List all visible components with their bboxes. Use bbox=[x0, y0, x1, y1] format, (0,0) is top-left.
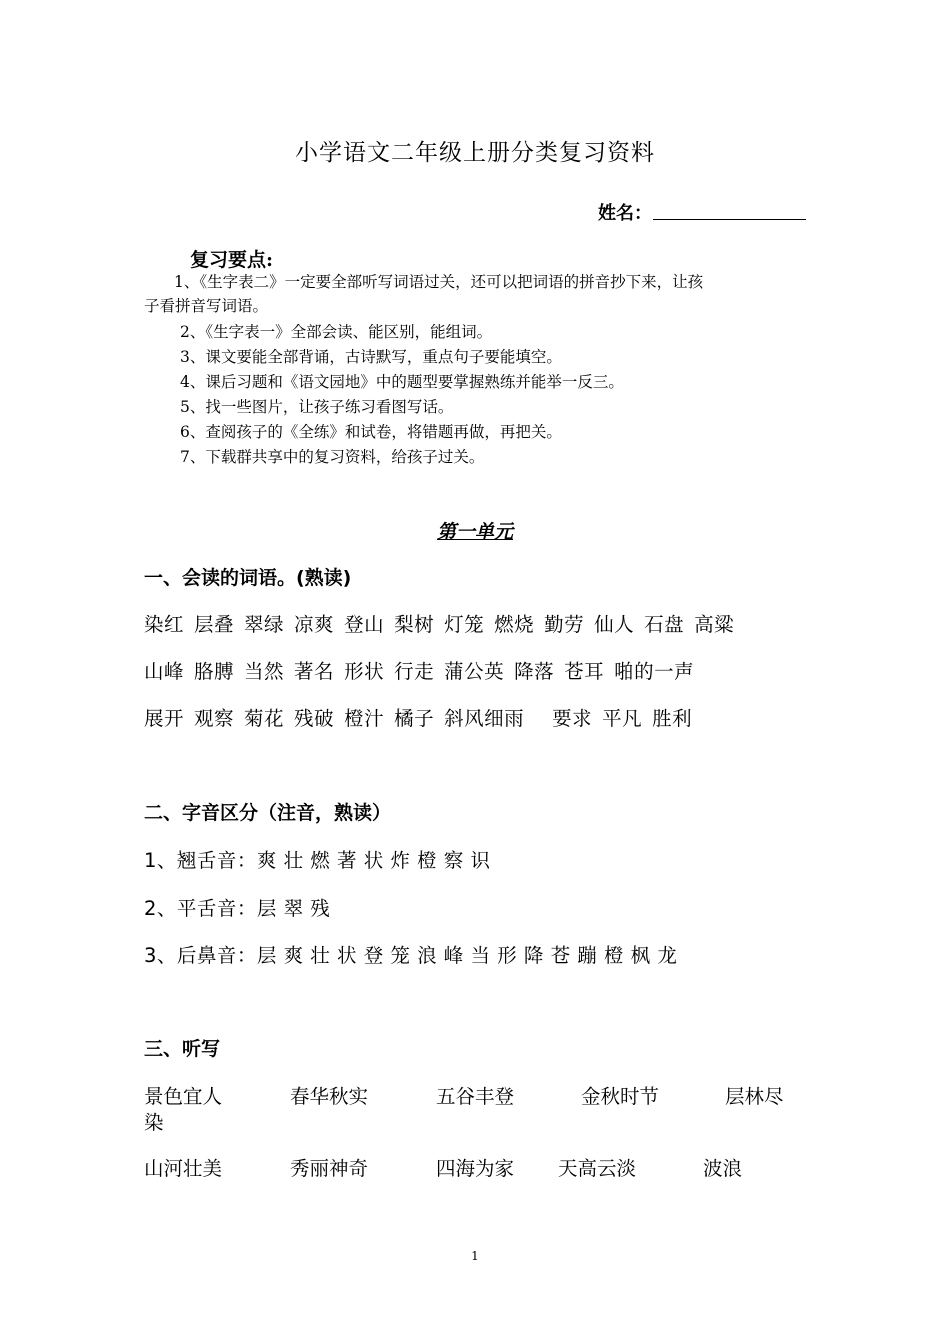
dictation-item: 景色宜人 bbox=[144, 1085, 223, 1108]
word-row bbox=[144, 609, 744, 637]
dictation-item: 金秋时节 bbox=[581, 1085, 660, 1108]
key-point-line: 1、《生字表二》一定要全部听写词语过关，还可以把词语的拼音抄下来，让孩 bbox=[174, 273, 704, 291]
name-blank-line bbox=[653, 219, 806, 220]
word-item: 凉爽 bbox=[294, 613, 335, 636]
key-point-line: 7、下载群共享中的复习资料，给孩子过关。 bbox=[180, 448, 485, 466]
key-point-line: 3、课文要能全部背诵，古诗默写，重点句子要能填空。 bbox=[180, 348, 562, 366]
phonics-line: 2、平舌音：层 翠 残 bbox=[144, 897, 331, 920]
word-item: 石盘 bbox=[644, 613, 685, 636]
word-item: 橘子 bbox=[394, 707, 435, 730]
phonics-line: 3、后鼻音：层 爽 壮 状 登 笼 浪 峰 当 形 降 苍 蹦 橙 枫 龙 bbox=[144, 944, 678, 967]
word-item: 当然 bbox=[244, 660, 285, 683]
word-item: 登山 bbox=[344, 613, 385, 636]
word-item: 山峰 bbox=[144, 660, 185, 683]
word-item: 残破 bbox=[294, 707, 335, 730]
word-item: 苍耳 bbox=[564, 660, 605, 683]
word-item: 平凡 bbox=[602, 707, 643, 730]
word-item: 啪的一声 bbox=[614, 660, 695, 683]
dictation-item: 层林尽 bbox=[725, 1085, 784, 1108]
key-point-line: 6、查阅孩子的《全练》和试卷，将错题再做，再把关。 bbox=[180, 423, 562, 441]
word-row bbox=[144, 703, 702, 731]
dictation-item: 四海为家 bbox=[436, 1157, 515, 1180]
unit-title: 第一单元 bbox=[436, 521, 513, 543]
word-item: 降落 bbox=[514, 660, 555, 683]
dictation-item: 山河壮美 bbox=[144, 1157, 223, 1180]
word-row bbox=[144, 656, 704, 684]
word-item: 高粱 bbox=[694, 613, 735, 636]
word-item: 展开 bbox=[144, 707, 185, 730]
word-item: 著名 bbox=[294, 660, 335, 683]
word-item: 行走 bbox=[394, 660, 435, 683]
key-points-heading: 复习要点: bbox=[190, 249, 274, 271]
dictation-item: 春华秋实 bbox=[290, 1085, 369, 1108]
section-heading: 三、听写 bbox=[144, 1038, 221, 1060]
word-item: 翠绿 bbox=[244, 613, 285, 636]
word-item: 观察 bbox=[194, 707, 235, 730]
word-item: 橙汁 bbox=[344, 707, 385, 730]
dictation-item-wrap: 染 bbox=[144, 1111, 164, 1134]
section-heading: 二、字音区分（注音，熟读） bbox=[144, 802, 392, 824]
word-item: 灯笼 bbox=[444, 613, 485, 636]
word-item: 染红 bbox=[144, 613, 185, 636]
page-number: 1 bbox=[471, 1249, 479, 1263]
word-item: 要求 bbox=[552, 707, 593, 730]
word-item: 燃烧 bbox=[494, 613, 535, 636]
phonics-line: 1、翘舌音：爽 壮 燃 著 状 炸 橙 察 识 bbox=[144, 849, 491, 872]
dictation-item: 秀丽神奇 bbox=[290, 1157, 369, 1180]
word-item: 胳膊 bbox=[194, 660, 235, 683]
key-point-line: 4、课后习题和《语文园地》中的题型要掌握熟练并能举一反三。 bbox=[180, 373, 624, 391]
section-heading: 一、会读的词语。(熟读) bbox=[144, 567, 352, 589]
word-item: 层叠 bbox=[194, 613, 235, 636]
key-point-line: 5、找一些图片，让孩子练习看图写话。 bbox=[180, 398, 454, 416]
dictation-item: 波浪 bbox=[703, 1157, 743, 1180]
key-point-line: 子看拼音写词语。 bbox=[144, 297, 269, 315]
dictation-item: 五谷丰登 bbox=[436, 1085, 515, 1108]
dictation-item: 天高云淡 bbox=[558, 1157, 637, 1180]
key-point-line: 2、《生字表一》全部会读、能区别，能组词。 bbox=[180, 323, 493, 341]
word-item: 仙人 bbox=[594, 613, 635, 636]
word-item: 蒲公英 bbox=[444, 660, 505, 683]
word-item: 胜利 bbox=[652, 707, 693, 730]
word-item: 斜风细雨 bbox=[444, 707, 525, 730]
word-item: 形状 bbox=[344, 660, 385, 683]
name-label: 姓名： bbox=[598, 203, 652, 224]
word-item: 梨树 bbox=[394, 613, 435, 636]
word-item: 勤劳 bbox=[544, 613, 585, 636]
word-item: 菊花 bbox=[244, 707, 285, 730]
document-title: 小学语文二年级上册分类复习资料 bbox=[295, 140, 655, 166]
